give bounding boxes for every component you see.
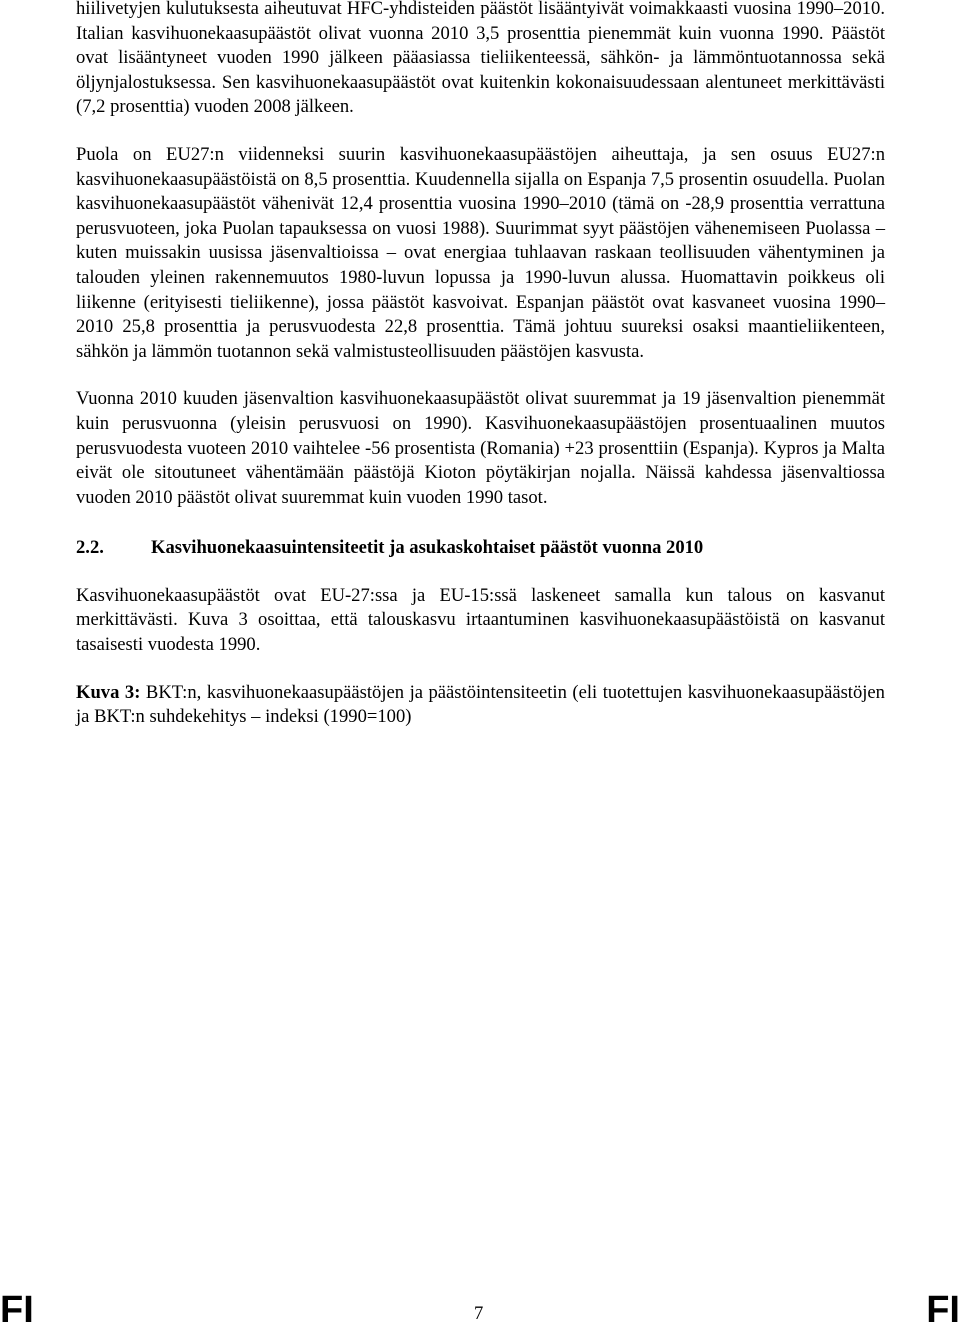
page-footer — [0, 1290, 960, 1330]
figure-caption-text: BKT:n, kasvihuonekaasupäästöjen ja päästöintensiteetin (eli tuotettujen kasvihuonekaasupäästöjen ja BKT:n suhdekehitys – indeksi (1990=100) — [76, 681, 885, 728]
figure-caption-label: Kuva 3: — [76, 681, 141, 703]
page-number: 7 — [474, 1303, 484, 1324]
footer-language-mark-right: FI — [926, 1289, 960, 1331]
paragraph-italy-emissions: hiilivetyjen kulutuksesta aiheutuvat HFC-yhdisteiden päästöt lisääntyivät voimakkaasti vuosina 1990–2010. Italian kasvihuonekaasupäästöt olivat vuonna 2010 3,5 prosenttia pienemmät kuin vuonna 1990. Päästöt ovat lisääntyneet vuoden 1990 jälkeen pääasiassa tieliikenteessä, sähkön- ja lämmöntuotannossa sekä öljynjalostuksessa. Sen kasvihuonekaasupäästöt ovat kuitenkin kokonaisuudessaan alentuneet merkittävästi (7,2 prosenttia) vuoden 2008 jälkeen. — [76, 0, 885, 118]
paragraph-poland-spain: Puola on EU27:n viidenneksi suurin kasvihuonekaasupäästöjen aiheuttaja, ja sen osuus EU27:n kasvihuonekaasupäästöistä on 8,5 prosenttia. Kuudennella sijalla on Espanja 7,5 prosentin osuudella. Puolan kasvihuonekaasupäästöt vähenivät 12,4 prosenttia vuosina 1990–2010 (tämä on -28,9 prosenttia verrattuna perusvuoteen, joka Puolan tapauksessa on vuosi 1988). Suurimmat syyt päästöjen vähenemiseen Puolassa – kuten muissakin uusissa jäsenvaltioissa – ovat energiaa tuhlaavan raskaan teollisuuden vähentyminen ja talouden yleinen rakennemuutos 1980-luvun lopussa ja 1990-luvun alussa. Huomattavin poikkeus oli liikenne (erityisesti tieliikenne), jossa päästöt kasvoivat. Espanjan päästöt ovat kasvaneet vuosina 1990–2010 25,8 prosenttia ja perusvuodesta 22,8 prosenttia. Tämä johtuu suureksi osaksi maantieliikenteen, sähkön ja lämmön tuotannon sekä valmistusteollisuuden päästöjen kasvusta. — [76, 143, 885, 362]
figure-caption — [76, 681, 885, 730]
footer-language-mark-left: FI — [0, 1289, 34, 1331]
document-page — [76, 0, 885, 730]
paragraph-section-body: Kasvihuonekaasupäästöt ovat EU-27:ssa ja EU-15:ssä laskeneet samalla kun talous on kasvanut merkittävästi. Kuva 3 osoittaa, että talouskasvu irtaantuminen kasvihuonekaasupäästöistä on kasvanut tasaisesti vuodesta 1990. — [76, 584, 885, 656]
section-heading — [76, 536, 885, 561]
section-number: 2.2. — [76, 537, 104, 559]
paragraph-member-states-2010: Vuonna 2010 kuuden jäsenvaltion kasvihuonekaasupäästöt olivat suuremmat ja 19 jäsenvaltion pienemmät kuin perusvuonna (yleisin perusvuosi on 1990). Kasvihuonekaasupäästöjen prosentuaalinen muutos perusvuodesta vuoteen 2010 vaihtelee -56 prosentista (Romania) +23 prosenttiin (Espanja). Kypros ja Malta eivät ole sitoutuneet vähentämään päästöjä Kioton pöytäkirjan nojalla. Näissä kahdessa jäsenvaltiossa vuoden 2010 päästöt olivat suuremmat kuin vuoden 1990 tasot. — [76, 388, 885, 508]
section-title: Kasvihuonekaasuintensiteetit ja asukaskohtaiset päästöt vuonna 2010 — [151, 537, 704, 559]
